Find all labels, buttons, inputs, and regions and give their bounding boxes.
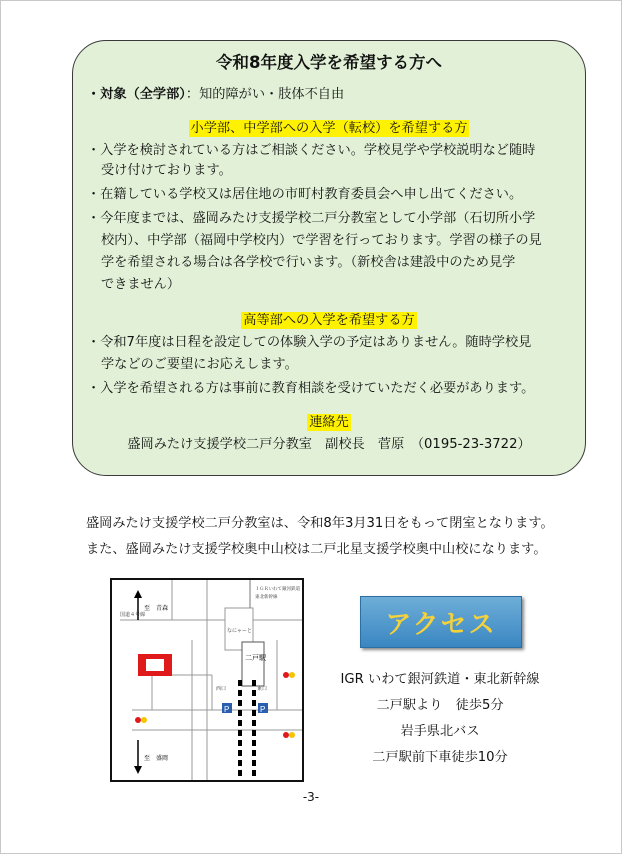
contact-line: 盛岡みたけ支援学校二戸分教室 副校長 菅原 （0195-23-3722） [127,437,531,452]
access-banner: アクセス [360,596,522,648]
target-value: ：知的障がい・肢体不自由 [185,87,345,102]
traffic-light-icon [289,672,295,678]
traffic-light-icon [289,732,295,738]
section1-line: 校内）、中学部（福岡中学校内）で学習を行っております。学習の様子の見 [101,233,542,248]
section2-line: 学などのご要望にお応えします。 [101,357,298,372]
section1-line: ・入学を検討されている方はご相談ください。学校見学や学校説明など随時 [87,143,536,158]
page-number: -3- [302,790,320,804]
north-arrowhead-icon [134,590,142,598]
map-north-label: 至 青森 [144,605,169,612]
access-line: 二戸駅前下車徒歩10分 [372,750,508,765]
parking-label: P [224,705,230,714]
map-station-label: 二戸駅 [245,654,266,662]
section1-line: 受け付けております。 [101,163,232,178]
section1-line: ・在籍している学校又は居住地の市町村教育委員会へ申し出てください。 [87,187,523,202]
box-title: 令和8年度入学を希望する方へ [216,53,442,72]
target-label: ・対象（全学部） [87,87,186,102]
school-building-icon [146,659,164,671]
section2-line: ・令和7年度は日程を設定しての体験入学の予定はありません。随時学校見 [87,335,532,350]
access-line: IGR いわて銀河鉄道・東北新幹線 [340,672,540,687]
map-railway-label: ＩＧＲいわて銀河鉄道 [255,587,300,592]
section2-heading: 高等部への入学を希望する方 [243,313,415,328]
map-east-exit-label: 東口 [257,686,268,692]
section1-heading-wrap [73,119,585,139]
section2-heading-wrap [73,311,585,331]
south-arrowhead-icon [134,766,142,774]
section1-line: ・今年度までは、盛岡みたけ支援学校二戸分教室として小学部（石切所小学 [87,211,536,226]
map-tohoku-label: 東北新幹線 [255,595,278,600]
map-south-label: 至 盛岡 [144,755,169,762]
contact-heading: 連絡先 [309,415,349,430]
section1-line: できません） [101,277,181,292]
map-west-exit-label: 西口 [216,686,227,692]
traffic-light-icon [135,717,141,723]
map-building-label: なにゃーと [227,628,252,634]
section1-line: 学を希望される場合は各学校で行います。（新校舎は建設中のため見学 [101,255,516,270]
traffic-light-icon [283,732,289,738]
map-station-building [242,642,264,686]
admission-info-box [72,40,586,476]
contact-heading-wrap [73,413,585,433]
traffic-light-icon [283,672,289,678]
map-road-label: 国道４号線 [120,612,146,618]
target-line [87,85,344,105]
section2-line: ・入学を希望される方は事前に教育相談を受けていただく必要があります。 [87,381,535,396]
access-map [110,578,304,782]
closure-notice-line2: また、盛岡みたけ支援学校奥中山校は二戸北星支援学校奥中山校になります。 [86,542,547,557]
access-line: 二戸駅より 徒歩5分 [376,698,504,713]
section1-heading: 小学部、中学部への入学（転校）を希望する方 [190,121,468,136]
access-line: 岩手県北バス [400,724,480,739]
parking-label: P [260,705,266,714]
traffic-light-icon [141,717,147,723]
closure-notice-line1: 盛岡みたけ支援学校二戸分教室は、令和8年3月31日をもって閉室となります。 [86,516,554,531]
access-map-svg [112,580,302,780]
